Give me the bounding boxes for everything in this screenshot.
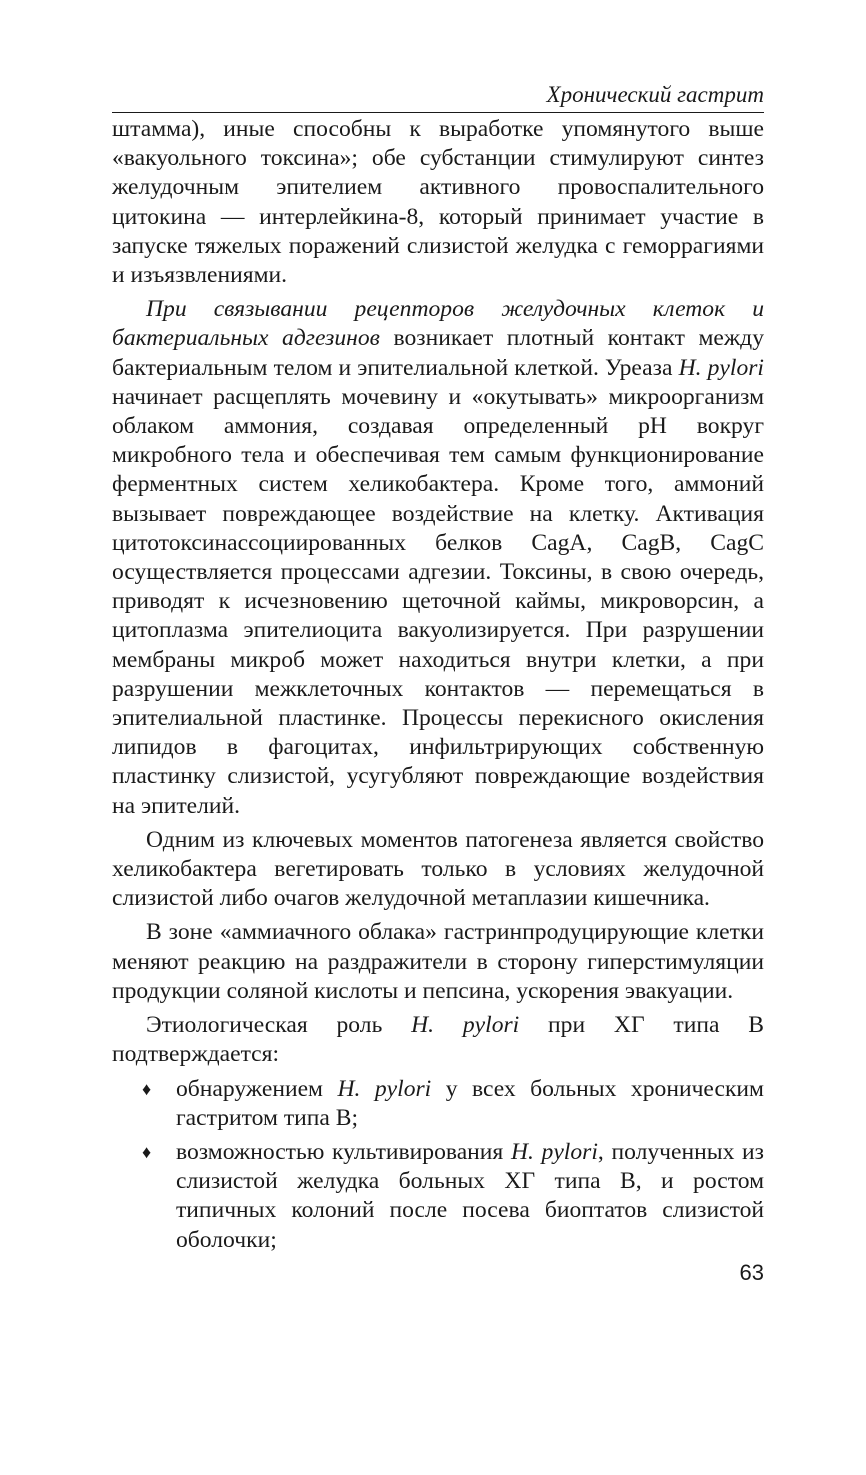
species-name: H. pylori — [411, 1012, 520, 1039]
body-text — [112, 115, 764, 1255]
list-item — [112, 1138, 764, 1255]
paragraph-1 — [112, 115, 764, 290]
bullet-2-text-a: возможностью культивирования — [176, 1138, 511, 1165]
paragraph-2-text-b: начинает расщеплять мочевину и «окутывать» микроорганизм облаком аммония, создавая определенный pH вокруг микробного тела и обеспечивая тем самым функционирование ферментных систем хеликобактера. Кроме того, аммоний вызывает повреждающее воздействие на клетку. Активация цитотоксинассоциированных белков CagA, CagB, CagC осуществляется процессами адгезии. Токсины, в свою очередь, приводят к исчезновению щеточной каймы, микроворсин, а цитоплазма эпителиоцита вакуолизируется. При разрушении мембраны микроб может находиться внутри клетки, а при разрушении межклеточных контактов — перемещаться в эпителиальной пластинке. Процессы перекисного окисления липидов в фагоцитах, инфильтрирующих собственную пластинку слизистой, усугубляют повреждающие воздействия на эпителий. — [112, 383, 764, 819]
species-name: H. pylori — [510, 1138, 598, 1165]
list-item — [112, 1075, 764, 1133]
bullet-1-text-b: у всех больных хроническим гастритом типа В; — [176, 1075, 764, 1131]
paragraph-2-italic-lead: При связывании рецепторов желудочных клеток и бактериальных адгезинов — [112, 296, 764, 352]
paragraph-4 — [112, 918, 764, 1006]
species-name: H. pylori — [678, 354, 764, 381]
bullet-1-text-a: обнаружением — [176, 1075, 338, 1102]
paragraph-3 — [112, 826, 764, 914]
bullet-2-text-b: , полученных из слизистой желудка больных ХГ типа В, и ростом типичных колоний после посева биоптатов слизистой оболочки; — [176, 1138, 764, 1253]
paragraph-5-text-b: при ХГ типа В подтверждается: — [112, 1012, 764, 1068]
book-page — [112, 80, 764, 1260]
page-number: 63 — [739, 1260, 764, 1285]
paragraph-2 — [112, 295, 764, 821]
paragraph-1-text: штамма), иные способны к выработке упомянутого выше «вакуольного токсина»; обе субстанции стимулируют синтез желудочным эпителием активного провоспалительного цитокина — интерлейкина-8, который принимает участие в запуске тяжелых поражений слизистой желудка с геморрагиями и изъязвлениями. — [112, 116, 764, 289]
diamond-bullet-icon: ♦ — [142, 1141, 152, 1162]
diamond-bullet-icon: ♦ — [142, 1078, 152, 1099]
paragraph-5-text-a: Этиологическая роль — [146, 1012, 412, 1039]
paragraph-3-text: Одним из ключевых моментов патогенеза является свойство хеликобактера вегетировать только в условиях желудочной слизистой либо очагов желудочной метаплазии кишечника. — [112, 826, 764, 912]
bullet-list — [112, 1075, 764, 1255]
species-name: H. pylori — [337, 1075, 432, 1102]
paragraph-5 — [112, 1011, 764, 1069]
paragraph-4-text: В зоне «аммиачного облака» гастринпродуцирующие клетки меняют реакцию на раздражители в сторону гиперстимуляции продукции соляной кислоты и пепсина, ускорения эвакуации. — [112, 919, 764, 1004]
running-header: Хронический гастрит — [112, 80, 764, 113]
paragraph-2-text-a: возникает плотный контакт между бактериальным телом и эпителиальной клеткой. Уреаза — [112, 325, 764, 381]
